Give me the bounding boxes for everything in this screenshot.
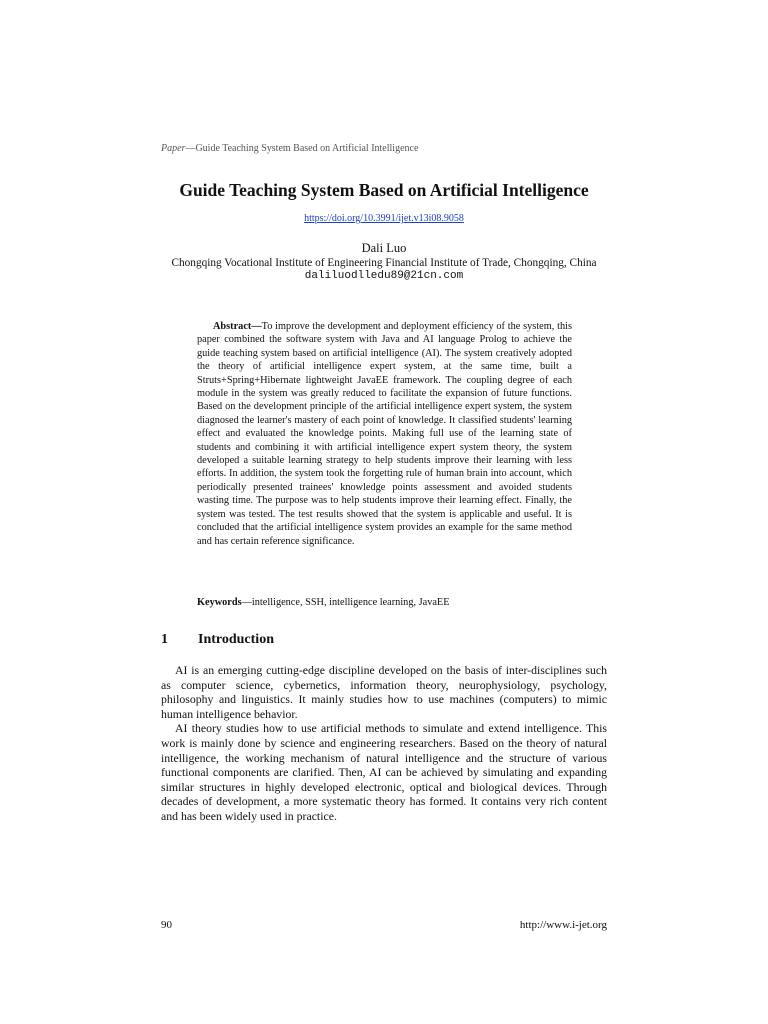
footer-url: http://www.i-jet.org: [519, 919, 607, 931]
introduction-body: [161, 663, 607, 824]
doi-link[interactable]: https://doi.org/10.3991/ijet.v13i08.9058: [304, 213, 464, 224]
section-heading-introduction: [161, 632, 274, 648]
keywords: [197, 596, 572, 609]
author-affiliation: Chongqing Vocational Institute of Engineering Financial Institute of Trade, Chongqing, China: [171, 257, 597, 269]
section-title: Introduction: [198, 632, 274, 647]
running-head: [161, 143, 418, 154]
running-head-text: —Guide Teaching System Based on Artificial Intelligence: [185, 143, 419, 154]
paragraph: AI theory studies how to use artificial methods to simulate and extend intelligence. This work is mainly done by science and engineering researchers. Based on the theory of natural intelligence, the working mechanism of natural intelligence and the structure of various functional components are clarified. Then, AI can be achieved by simulating and expanding similar structures in highly developed electronic, optical and biological devices. Through decades of development, a more systematic theory has formed. It contains very rich content and has been widely used in practice.: [161, 721, 607, 823]
author-email: daliluodlledu89@21cn.com: [304, 270, 464, 282]
abstract-label: Abstract—: [213, 321, 262, 332]
abstract: [197, 320, 572, 548]
paper-title: Guide Teaching System Based on Artificial Intelligence: [179, 180, 589, 200]
author-name: Dali Luo: [361, 241, 407, 255]
page-number: 90: [161, 919, 172, 931]
paragraph: AI is an emerging cutting-edge discipline developed on the basis of inter-disciplines such as computer science, cybernetics, information theory, neurophysiology, psychology, philosophy and linguistics. It mainly studies how to use machines (computers) to mimic human intelligence behavior.: [161, 663, 607, 721]
section-number: 1: [161, 632, 168, 647]
doi-line: [0, 213, 768, 224]
keywords-label: Keywords: [197, 597, 242, 608]
abstract-text: To improve the development and deployment efficiency of the system, this paper combined the software system with Java and AI language Prolog to achieve the guide teaching system based on artificial intelligence (AI). The system creatively adopted the theory of artificial intelligence expert system, at the same time, built a Struts+Spring+Hibernate lightweight JavaEE framework. The coupling degree of each module in the system was greatly reduced to facilitate the expansion of future functions. Based on the development principle of the artificial intelligence expert system, the system diagnosed the learner's mastery of each point of knowledge. It classified students' learning effect and evaluated the knowledge points. Making full use of the learning state of students and combining it with artificial intelligence expert system theory, the system developed a suitable learning strategy to help students improve their learning with less efforts. In addition, the system took the forgetting rule of human brain into account, which periodically presented trainees' knowledge points assessment and avoided students wasting time. The purpose was to help students improve their learning effect. Finally, the system was tested. The test results showed that the system is applicable and useful. It is concluded that the artificial intelligence system provides an example for the same method and has certain reference significance.: [197, 321, 572, 547]
keywords-text: —intelligence, SSH, intelligence learning, JavaEE: [241, 597, 450, 608]
running-head-label: Paper: [161, 143, 186, 154]
